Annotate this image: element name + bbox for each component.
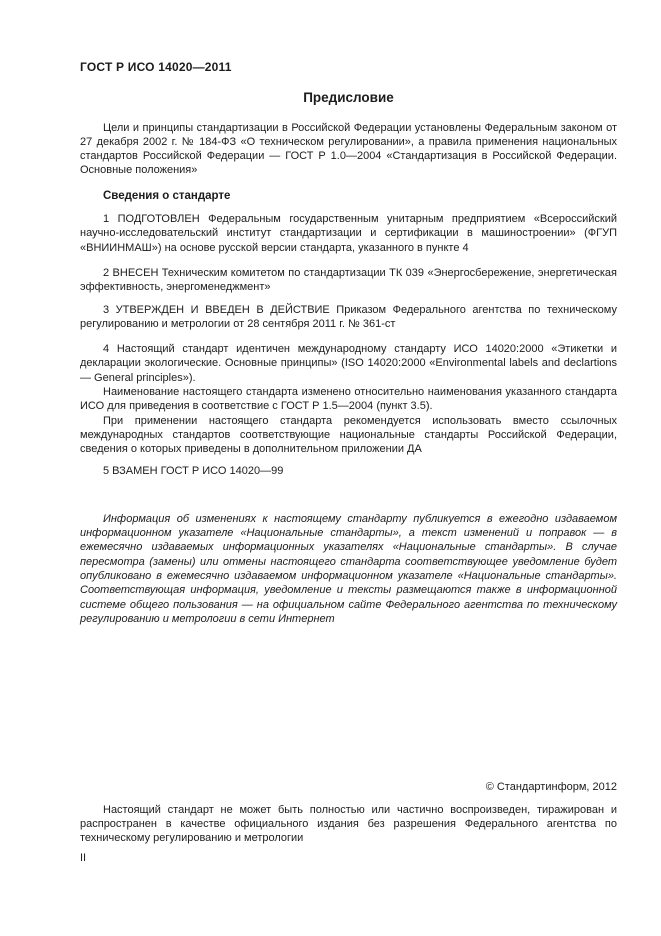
standard-info-item-5: 5 ВЗАМЕН ГОСТ Р ИСО 14020—99 <box>103 464 284 477</box>
page-title: Предисловие <box>303 90 394 106</box>
standard-info-item-3: 3 УТВЕРЖДЕН И ВВЕДЕН В ДЕЙСТВИЕ Приказом Федерального агентства по техническому регулированию и метрологии от 28 сентября 2011 г. № 361-ст <box>80 303 617 330</box>
standard-info-item-4-note-2: При применении настоящего стандарта рекомендуется использовать вместо ссылочных международных стандартов соответствующие национальные стандарты Российской Федерации, сведения о которых приведены в дополнительном приложении ДА <box>80 414 617 456</box>
intro-paragraph: Цели и принципы стандартизации в Российской Федерации установлены Федеральным законом от 27 декабря 2002 г. № 184-ФЗ «О техническом регулировании», а правила применения национальных стандартов Российской Федерации — ГОСТ Р 1.0—2004 «Стандартизация в Российской Федерации. Основные положения» <box>80 121 617 177</box>
standard-info-item-4: 4 Настоящий стандарт идентичен международному стандарту ИСО 14020:2000 «Этикетки и декларации экологические. Основные принципы» (ISO 14020:2000 «Environmental labels and declartions — General principles»). <box>80 343 617 384</box>
publication-info-note: Информация об изменениях к настоящему стандарту публикуется в ежегодно издаваемом информационном указателе «Национальные стандарты», а текст изменений и поправок — в ежемесячно издаваемых информационных указателях «Национальные стандарты». В случае пересмотра (замены) или отмены настоящего стандарта соответствующее уведомление будет опубликовано в ежемесячно издаваемом информационном указателе «Национальные стандарты». Соответствующая информация, уведомление и тексты размещаются также в информационной системе общего пользования — на официальном сайте Федерального агентства по техническому регулированию и метрологии в сети Интернет <box>80 512 617 625</box>
section-heading: Сведения о стандарте <box>103 189 231 202</box>
standard-info-item-1: 1 ПОДГОТОВЛЕН Федеральным государственным унитарным предприятием «Всероссийский научно-исследовательский институт стандартизации и сертификации в машиностроении» (ФГУП «ВНИИНМАШ») на основе русской версии стандарта, указанного в пункте 4 <box>80 213 617 254</box>
doc-number: ГОСТ Р ИСО 14020—2011 <box>80 60 232 74</box>
standard-info-item-4-note-1: Наименование настоящего стандарта изменено относительно наименования указанного стандарта ИСО для приведения в соответствие с ГОСТ Р 1.5—2004 (пункт 3.5). <box>80 386 617 413</box>
standard-info-item-2: 2 ВНЕСЕН Техническим комитетом по стандартизации ТК 039 «Энергосбережение, энергетическая эффективность, энергоменеджмент» <box>80 266 617 294</box>
reproduction-restriction-note: Настоящий стандарт не может быть полностью или частично воспроизведен, тиражирован и распространен в качестве официального издания без разрешения Федерального агентства по техническому регулированию и метрологии <box>80 803 617 845</box>
copyright-notice: © Стандартинформ, 2012 <box>485 781 617 794</box>
page-number: II <box>80 852 87 865</box>
